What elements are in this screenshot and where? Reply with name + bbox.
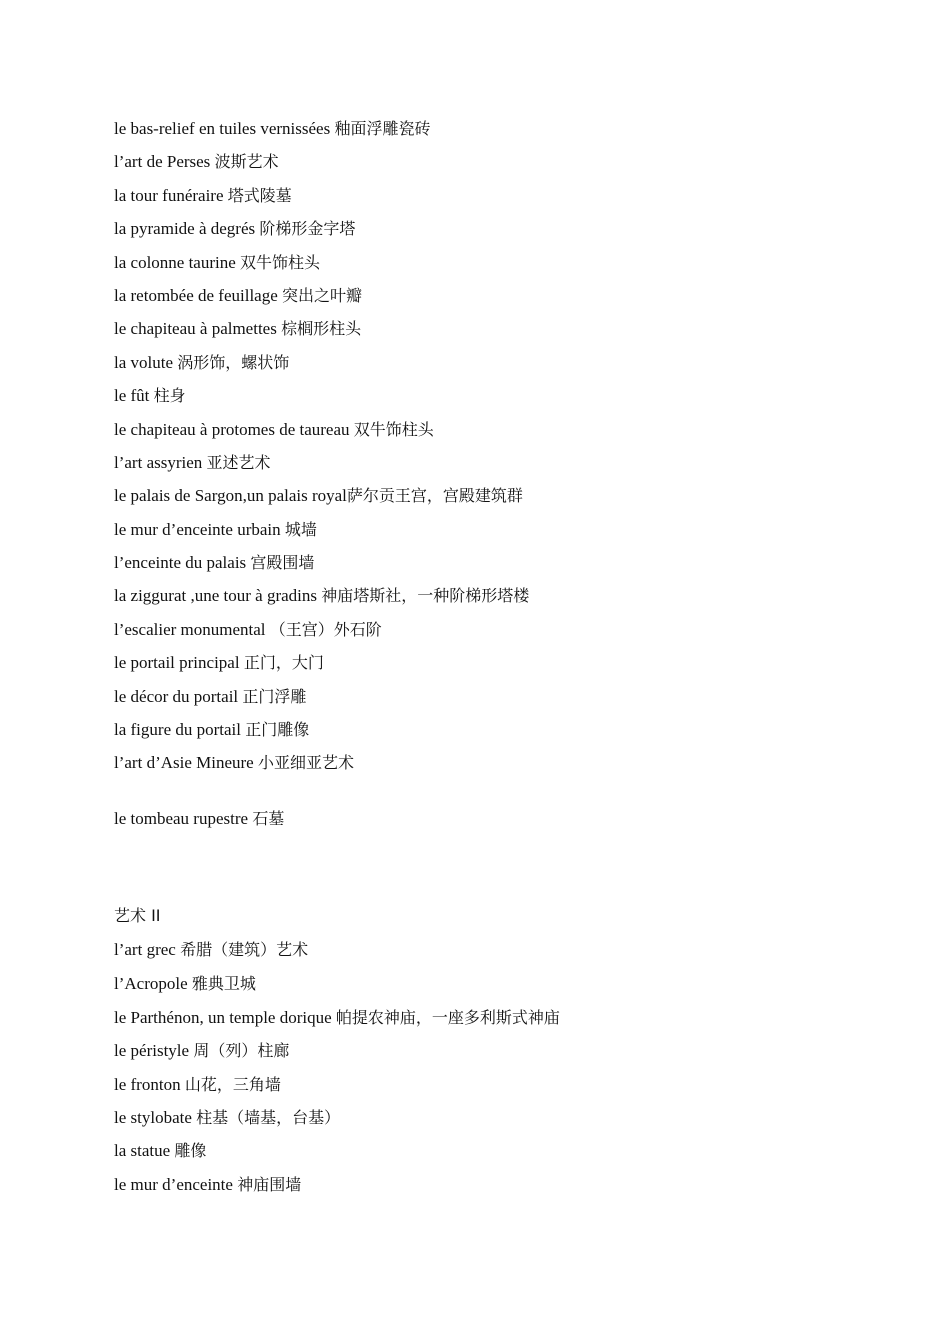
vocab-entry (114, 1007, 560, 1029)
vocab-entry (114, 252, 320, 274)
vocab-entry (114, 719, 309, 741)
vocab-entry (114, 1140, 206, 1162)
chinese-term: 希腊（建筑）艺术 (180, 940, 309, 959)
chinese-term: 城墙 (284, 520, 317, 539)
chinese-term: 涡形饰，螺状饰 (177, 353, 290, 372)
chinese-term: 萨尔贡王宫，宫殿建筑群 (346, 486, 523, 505)
french-term: le stylobate (114, 1108, 197, 1127)
vocab-entry (114, 939, 308, 961)
vocab-entry (114, 1174, 301, 1196)
chinese-term: （王宫）外石阶 (269, 620, 382, 639)
french-term: la statue (114, 1141, 175, 1160)
french-term: le péristyle (114, 1041, 194, 1060)
french-term: l’art assyrien (114, 453, 207, 472)
french-term: la colonne taurine (114, 253, 241, 272)
french-term: l’art grec (114, 940, 181, 959)
french-term: l’enceinte du palais (114, 553, 251, 572)
french-term: le Parthénon, un temple dorique (114, 1008, 336, 1027)
french-term: le mur d’enceinte urbain (114, 520, 285, 539)
vocab-entry (114, 285, 362, 307)
french-term: l’Acropole (114, 974, 192, 993)
chinese-term: 神庙塔斯社，一种阶梯形塔楼 (321, 586, 530, 605)
vocab-entry (114, 1074, 281, 1096)
chinese-term: 雕像 (174, 1141, 207, 1160)
chinese-term: 帕提农神庙，一座多利斯式神庙 (335, 1008, 560, 1027)
vocab-entry (114, 452, 271, 474)
vocab-entry (114, 652, 324, 674)
french-term: le chapiteau à protomes de taureau (114, 420, 354, 439)
french-term: l’art de Perses (114, 152, 215, 171)
chinese-term: 雅典卫城 (191, 974, 256, 993)
section-heading (114, 905, 161, 927)
french-term: la retombée de feuillage (114, 286, 283, 305)
chinese-term: 双牛饰柱头 (240, 253, 321, 272)
chinese-term: 亚述艺术 (206, 453, 271, 472)
chinese-term: 柱基（墙基，台基） (196, 1108, 341, 1127)
chinese-term: 小亚细亚艺术 (257, 753, 354, 772)
vocab-entry (114, 352, 289, 374)
chinese-term: 宫殿围墙 (250, 553, 315, 572)
chinese-term: 正门浮雕 (242, 687, 307, 706)
french-term: le fronton (114, 1075, 185, 1094)
vocab-entry (114, 686, 306, 708)
french-term: le bas-relief en tuiles vernissées (114, 119, 335, 138)
vocab-entry (114, 973, 256, 995)
vocab-entry (114, 752, 354, 774)
french-term: le portail principal (114, 653, 244, 672)
french-term: la pyramide à degrés (114, 219, 260, 238)
vocab-entry (114, 385, 186, 407)
french-term: l’escalier monumental (114, 620, 270, 639)
vocab-entry (114, 485, 523, 507)
vocab-entry (114, 519, 317, 541)
vocab-entry (114, 185, 292, 207)
chinese-term: 柱身 (153, 386, 186, 405)
chinese-term: 阶梯形金字塔 (259, 219, 356, 238)
french-term: la ziggurat ,une tour à gradins (114, 586, 322, 605)
chinese-term: 突出之叶瓣 (282, 286, 363, 305)
chinese-term: 釉面浮雕瓷砖 (334, 119, 431, 138)
french-term: la volute (114, 353, 178, 372)
vocab-entry (114, 619, 382, 641)
vocab-entry (114, 318, 361, 340)
french-term: le décor du portail (114, 687, 243, 706)
chinese-term: 正门，大门 (243, 653, 324, 672)
chinese-term: 石墓 (252, 809, 285, 828)
french-term: le mur d’enceinte (114, 1175, 238, 1194)
french-term: la tour funéraire (114, 186, 228, 205)
vocab-entry (114, 1107, 340, 1129)
french-term: le chapiteau à palmettes (114, 319, 282, 338)
french-term: le tombeau rupestre (114, 809, 253, 828)
chinese-term: 塔式陵墓 (227, 186, 292, 205)
vocab-entry (114, 151, 279, 173)
vocab-entry (114, 218, 355, 240)
vocab-entry (114, 118, 430, 140)
section-heading-text: 艺术 II (114, 906, 161, 925)
vocab-entry (114, 808, 284, 830)
chinese-term: 山花，三角墙 (184, 1075, 281, 1094)
french-term: la figure du portail (114, 720, 246, 739)
chinese-term: 周（列）柱廊 (193, 1041, 290, 1060)
vocab-entry (114, 1040, 289, 1062)
french-term: l’art d’Asie Mineure (114, 753, 258, 772)
chinese-term: 棕榈形柱头 (281, 319, 362, 338)
chinese-term: 正门雕像 (245, 720, 310, 739)
chinese-term: 波斯艺术 (214, 152, 279, 171)
chinese-term: 双牛饰柱头 (353, 420, 434, 439)
vocab-entry (114, 419, 434, 441)
vocab-entry (114, 552, 314, 574)
french-term: le fût (114, 386, 154, 405)
chinese-term: 神庙围墙 (237, 1175, 302, 1194)
french-term: le palais de Sargon,un palais royal (114, 486, 347, 505)
vocab-entry (114, 585, 529, 607)
